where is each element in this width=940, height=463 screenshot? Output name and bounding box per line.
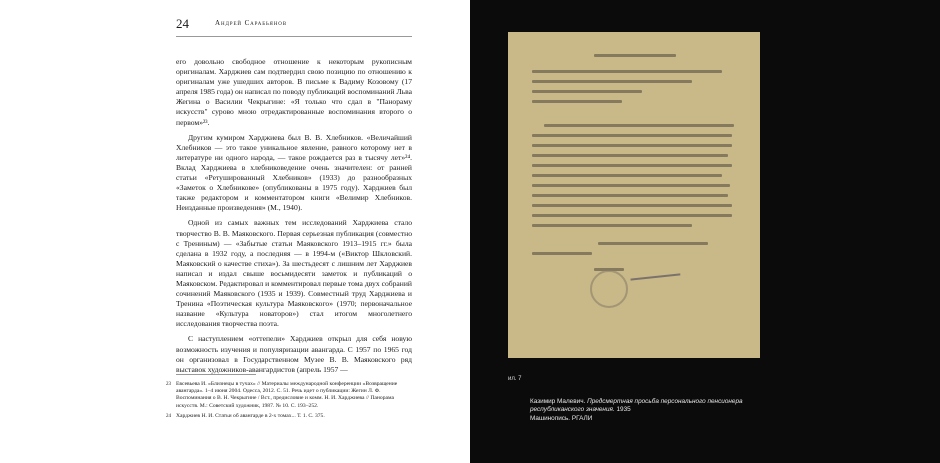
caption-source: Машинопись. РГАЛИ bbox=[530, 414, 593, 422]
caption-title: Предсмертная просьба персонального пенсионера республиканского значения. bbox=[530, 398, 743, 414]
figure-number: ил. 7 bbox=[508, 376, 522, 382]
paragraph: Другим кумиром Харджиева был В. В. Хлебников. «Величайший Хлебников — это такое уникальное явление, равного которому нет в литературе ни одного народа, — такое рождается раз в тысячу лет»²⁴. Вклад Харджиева в хлебниковедение очень значителен: от ранней статьи «Ретушированный Хлебников» (1933) до разнообразных «Заметок о Хлебникове» (опубликованы в 1975 году). Харджиев был также редактором и комментатором книги «Велимир Хлебников. Неизданные произведения» (М., 1940). bbox=[176, 132, 412, 213]
body-text bbox=[176, 57, 412, 380]
paragraph: Одной из самых важных тем исследований Харджиева стало творчество В. В. Маяковского. Первая серьезная публикация (совместно с Трениным) — «Забытые статьи Маяковского 1913–1915 гг.» была сделана в 1932 году, а последняя — в 1994-м («Виктор Шкловский. Маяковский о качестве стиха»). За шестьдесят с лишним лет Харджиев написал и издал свыше восьмидесяти заметок и публикаций о Маяковском. Редактировал и комментировал первые тома двух собраний сочинений Маяковского (1935 и 1939). Совместный труд Харджиева и Тренина «Поэтическая культура Маяковского» (1970; первоначальное название «Культура новаторов») стал итогом многолетнего исследования творчества поэта. bbox=[176, 218, 412, 329]
caption-author: Казимир Малевич. bbox=[530, 398, 586, 405]
footnote-rule bbox=[176, 374, 256, 375]
page-number: 24 bbox=[176, 16, 189, 31]
running-head: Андрей Сарабьянов bbox=[215, 19, 287, 27]
figure-caption bbox=[530, 398, 750, 423]
paragraph: его довольно свободное отношение к некоторым рукописным оригиналам. Харджиев сам подтвердил свою позицию по отношению к оригиналам уже ушедших авторов. В письме к Вадиму Козовому (17 апреля 1985 года) он написал по поводу публикаций воспоминаний Льва Жегина о Василии Чекрыгине: «Я только что сдал в "Панораму искусств" сурово мною отредактированные воспоминания второго о первом»²³. bbox=[176, 57, 412, 127]
footnote bbox=[166, 381, 416, 410]
right-page bbox=[470, 0, 940, 463]
footnote-number: 23 bbox=[166, 382, 171, 387]
stamp bbox=[590, 270, 628, 308]
signature bbox=[630, 265, 681, 280]
footnotes bbox=[166, 381, 416, 423]
footnote bbox=[166, 413, 416, 420]
footnote-text: Харджиев Н. И. Статьи об авангарде в 2-х томах... Т. 1. С. 375. bbox=[176, 412, 325, 419]
header-rule bbox=[176, 36, 412, 37]
typewritten-document-image bbox=[508, 32, 760, 358]
footnote-number: 24 bbox=[166, 413, 171, 419]
footnote-text: Евсевьева И. «Близнецы в тучах» // Материалы международной конференции «Возвращение авангарда». 1–4 июня 2004. Одесса, 2012. С. 51. Речь идет о публикации: Жегин Л. Ф. Воспоминания о В. Н. Чекрыгине / Вст., предисловие и комм. Н. И. Харджиева // Панорама искусств. М.: Советский художник, 1987. № 10. С. 193–252. bbox=[176, 381, 398, 409]
paragraph: С наступлением «оттепели» Харджиев открыл для себя новую возможность изучения и популяризации авангарда. С 1957 по 1965 год он организовал в Государственном Музее В. В. Маяковского ряд выставок художников-авангардистов (апрель 1957 — bbox=[176, 334, 412, 374]
caption-year: 1935 bbox=[616, 406, 631, 414]
